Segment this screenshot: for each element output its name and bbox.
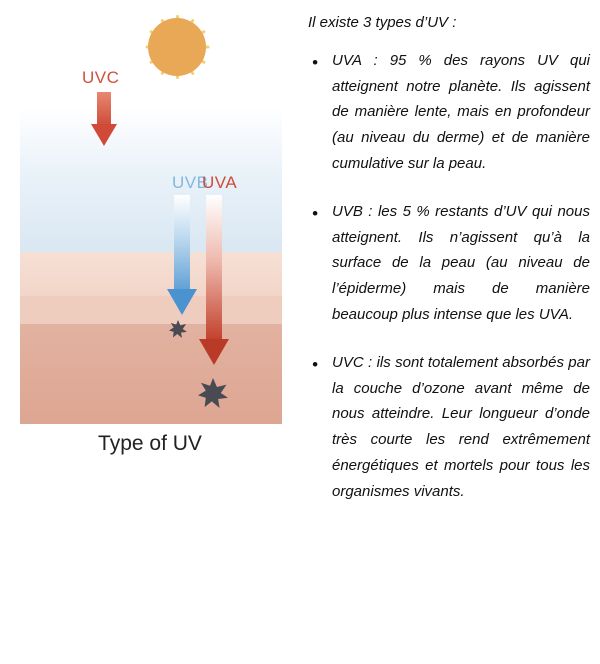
uva-arrow-icon — [192, 195, 236, 370]
skin-cross-section — [20, 108, 282, 424]
list-item: • UVB : les 5 % restants d’UV qui nous atteignent. Ils n’agissent qu’à la surface de la peau (au niveau de l’épiderme) mais de manière beaucoup plus intense que les UVA. — [308, 199, 590, 328]
epidermis-lower-layer — [20, 296, 282, 324]
epidermis-layer — [20, 252, 282, 296]
uvc-arrow-icon — [84, 92, 124, 148]
list-item: • UVC : ils sont totalement absorbés par la couche d’ozone avant même de nous atteindre. Leur longueur d’onde très courte les rend extrêmement énergétiques et mortels pour tous les organismes vivants. — [308, 350, 590, 505]
atmosphere-layer — [20, 108, 282, 252]
uvc-label: UVC — [82, 68, 120, 87]
sun-icon — [148, 18, 206, 76]
uv-types-list — [308, 48, 590, 505]
uv-description-panel — [308, 12, 590, 527]
uvb-label: UVB — [172, 173, 209, 192]
dermis-layer — [20, 324, 282, 424]
uva-label: UVA — [202, 173, 238, 192]
figure-caption: Type of UV — [98, 432, 202, 455]
intro-text: Il existe 3 types d’UV : — [308, 14, 457, 31]
list-item: • UVA : 95 % des rayons UV qui atteignent notre planète. Ils agissent de manière lente, mais en profondeur (au niveau du derme) et de manière cumulative sur la peau. — [308, 48, 590, 177]
